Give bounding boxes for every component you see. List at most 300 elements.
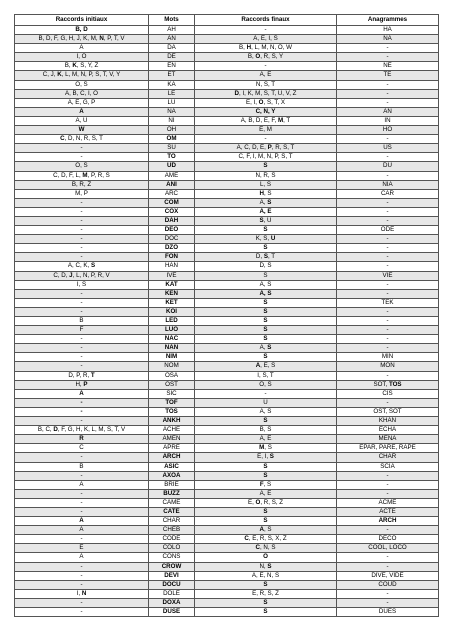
cell-raccords-initiaux: A: [15, 480, 149, 489]
cell-raccords-finaux: S: [195, 326, 337, 335]
table-row: [15, 71, 439, 80]
cell-raccords-finaux: H, S: [195, 189, 337, 198]
table-row: [15, 471, 439, 480]
table-row: [15, 253, 439, 262]
cell-raccords-finaux: S: [195, 307, 337, 316]
cell-mot: NAC: [149, 335, 195, 344]
cell-anagrammes: MENA: [337, 435, 439, 444]
cell-anagrammes: KHAN: [337, 417, 439, 426]
cell-anagrammes: DUES: [337, 608, 439, 617]
cell-raccords-finaux: S: [195, 317, 337, 326]
cell-raccords-finaux: A, E, I, S: [195, 35, 337, 44]
cell-mot: ACHE: [149, 426, 195, 435]
cell-raccords-initiaux: O, S: [15, 162, 149, 171]
cell-mot: OSA: [149, 371, 195, 380]
cell-anagrammes: -: [337, 598, 439, 607]
cell-raccords-initiaux: -: [15, 307, 149, 316]
cell-anagrammes: EPAR, PARE, RAPE: [337, 444, 439, 453]
cell-raccords-finaux: E, O, R, S, Z: [195, 498, 337, 507]
table-row: [15, 317, 439, 326]
table-row: [15, 462, 439, 471]
cell-anagrammes: -: [337, 553, 439, 562]
table-row: [15, 162, 439, 171]
cell-raccords-initiaux: W: [15, 126, 149, 135]
cell-raccords-finaux: S: [195, 271, 337, 280]
cell-raccords-finaux: O: [195, 553, 337, 562]
table-row: [15, 453, 439, 462]
cell-raccords-finaux: -: [195, 62, 337, 71]
table-row: [15, 380, 439, 389]
table-row: [15, 489, 439, 498]
cell-mot: KA: [149, 80, 195, 89]
cell-raccords-finaux: A, E, S: [195, 362, 337, 371]
header-anagrammes: Anagrammes: [337, 15, 439, 26]
cell-raccords-finaux: B, H, L, M, N, O, W: [195, 44, 337, 53]
cell-anagrammes: ACTE: [337, 507, 439, 516]
cell-anagrammes: -: [337, 198, 439, 207]
cell-raccords-initiaux: A: [15, 389, 149, 398]
header-raccords-initiaux: Raccords initiaux: [15, 15, 149, 26]
cell-anagrammes: -: [337, 98, 439, 107]
cell-raccords-initiaux: -: [15, 489, 149, 498]
cell-raccords-finaux: O, S: [195, 380, 337, 389]
cell-anagrammes: TE: [337, 71, 439, 80]
cell-raccords-initiaux: E: [15, 544, 149, 553]
table-row: [15, 589, 439, 598]
cell-raccords-initiaux: A, U: [15, 116, 149, 125]
table-row: [15, 62, 439, 71]
cell-raccords-finaux: A, E: [195, 435, 337, 444]
cell-mot: AH: [149, 26, 195, 35]
cell-raccords-finaux: L, S: [195, 180, 337, 189]
table-row: [15, 107, 439, 116]
cell-raccords-finaux: -: [195, 389, 337, 398]
cell-anagrammes: -: [337, 207, 439, 216]
cell-mot: DZO: [149, 244, 195, 253]
cell-raccords-finaux: S: [195, 598, 337, 607]
cell-mot: COLO: [149, 544, 195, 553]
table-row: [15, 44, 439, 53]
table-row: [15, 271, 439, 280]
cell-raccords-finaux: D, S, T: [195, 253, 337, 262]
cell-raccords-initiaux: -: [15, 244, 149, 253]
cell-mot: DA: [149, 44, 195, 53]
cell-mot: OM: [149, 135, 195, 144]
cell-anagrammes: SCIA: [337, 462, 439, 471]
table-row: [15, 116, 439, 125]
cell-mot: DE: [149, 53, 195, 62]
cell-mot: ANKH: [149, 417, 195, 426]
table-row: [15, 353, 439, 362]
cell-mot: DEVI: [149, 571, 195, 580]
cell-raccords-initiaux: I, S: [15, 280, 149, 289]
table-row: [15, 226, 439, 235]
cell-anagrammes: US: [337, 144, 439, 153]
cell-raccords-initiaux: -: [15, 507, 149, 516]
table-row: [15, 553, 439, 562]
cell-anagrammes: DECO: [337, 535, 439, 544]
cell-mot: ARC: [149, 189, 195, 198]
cell-mot: TOS: [149, 407, 195, 416]
cell-raccords-finaux: B, O, R, S, Y: [195, 53, 337, 62]
table-row: [15, 262, 439, 271]
table-row: [15, 89, 439, 98]
cell-anagrammes: -: [337, 171, 439, 180]
cell-mot: KET: [149, 298, 195, 307]
table-row: [15, 298, 439, 307]
cell-anagrammes: DIVE, VIDE: [337, 571, 439, 580]
cell-mot: SU: [149, 144, 195, 153]
header-raccords-finaux: Raccords finaux: [195, 15, 337, 26]
table-row: [15, 580, 439, 589]
table-row: [15, 80, 439, 89]
cell-anagrammes: -: [337, 526, 439, 535]
cell-raccords-finaux: A, S: [195, 407, 337, 416]
cell-anagrammes: -: [337, 253, 439, 262]
cell-anagrammes: ARCH: [337, 517, 439, 526]
table-header-row: [15, 15, 439, 26]
cell-raccords-finaux: E, M: [195, 126, 337, 135]
cell-raccords-finaux: A, E, N, S: [195, 571, 337, 580]
cell-anagrammes: HA: [337, 26, 439, 35]
header-mots: Mots: [149, 15, 195, 26]
table-row: [15, 517, 439, 526]
cell-raccords-initiaux: -: [15, 353, 149, 362]
cell-raccords-initiaux: B, K, S, Y, Z: [15, 62, 149, 71]
cell-raccords-initiaux: -: [15, 571, 149, 580]
cell-mot: DOC: [149, 235, 195, 244]
table-row: [15, 398, 439, 407]
cell-raccords-initiaux: B, D, F, G, H, J, K, M, N, P, T, V: [15, 35, 149, 44]
cell-raccords-initiaux: -: [15, 207, 149, 216]
table-row: [15, 571, 439, 580]
cell-anagrammes: -: [337, 480, 439, 489]
cell-anagrammes: -: [337, 235, 439, 244]
cell-mot: COM: [149, 198, 195, 207]
cell-raccords-initiaux: B, R, Z: [15, 180, 149, 189]
table-row: [15, 53, 439, 62]
cell-anagrammes: MIN: [337, 353, 439, 362]
cell-raccords-initiaux: -: [15, 144, 149, 153]
cell-anagrammes: COOL, LOCO: [337, 544, 439, 553]
cell-anagrammes: OST, SOT: [337, 407, 439, 416]
cell-raccords-finaux: E, I, O, S, T, X: [195, 98, 337, 107]
cell-anagrammes: CHAR: [337, 453, 439, 462]
cell-raccords-initiaux: B: [15, 462, 149, 471]
table-row: [15, 562, 439, 571]
cell-mot: KOI: [149, 307, 195, 316]
cell-raccords-initiaux: -: [15, 298, 149, 307]
cell-raccords-initiaux: C, D, F, L, M, P, R, S: [15, 171, 149, 180]
cell-anagrammes: -: [337, 53, 439, 62]
cell-raccords-initiaux: -: [15, 562, 149, 571]
cell-raccords-finaux: S: [195, 298, 337, 307]
cell-raccords-initiaux: B, C, D, F, G, H, K, L, M, S, T, V: [15, 426, 149, 435]
cell-raccords-initiaux: -: [15, 608, 149, 617]
table-row: [15, 244, 439, 253]
cell-mot: AXOA: [149, 471, 195, 480]
cell-anagrammes: -: [337, 135, 439, 144]
table-row: [15, 289, 439, 298]
cell-raccords-initiaux: C, D, N, R, S, T: [15, 135, 149, 144]
cell-raccords-finaux: C, F, I, M, N, P, S, T: [195, 153, 337, 162]
cell-raccords-finaux: D, I, K, M, S, T, U, V, Z: [195, 89, 337, 98]
cell-mot: OH: [149, 126, 195, 135]
cell-raccords-initiaux: O, S: [15, 80, 149, 89]
cell-anagrammes: HO: [337, 126, 439, 135]
cell-anagrammes: -: [337, 216, 439, 225]
cell-raccords-finaux: D, S: [195, 262, 337, 271]
cell-mot: FON: [149, 253, 195, 262]
table-row: [15, 98, 439, 107]
cell-mot: ASIC: [149, 462, 195, 471]
cell-anagrammes: -: [337, 489, 439, 498]
cell-mot: NA: [149, 107, 195, 116]
cell-mot: ET: [149, 71, 195, 80]
cell-raccords-finaux: S: [195, 580, 337, 589]
cell-anagrammes: DU: [337, 162, 439, 171]
cell-mot: COX: [149, 207, 195, 216]
table-row: [15, 544, 439, 553]
table-row: [15, 35, 439, 44]
cell-raccords-finaux: E, I, S: [195, 453, 337, 462]
cell-mot: DAH: [149, 216, 195, 225]
cell-anagrammes: -: [337, 317, 439, 326]
cell-raccords-finaux: C, E, R, S, X, Z: [195, 535, 337, 544]
cell-raccords-finaux: A, S: [195, 198, 337, 207]
cell-raccords-finaux: A, B, D, E, F, M, T: [195, 116, 337, 125]
cell-mot: SIC: [149, 389, 195, 398]
cell-raccords-finaux: A, E: [195, 207, 337, 216]
table-row: [15, 180, 439, 189]
cell-mot: DUSE: [149, 608, 195, 617]
cell-raccords-initiaux: A: [15, 517, 149, 526]
cell-raccords-initiaux: -: [15, 417, 149, 426]
cell-mot: CHAR: [149, 517, 195, 526]
table-row: [15, 344, 439, 353]
table-row: [15, 507, 439, 516]
cell-raccords-finaux: N, R, S: [195, 171, 337, 180]
cell-anagrammes: COUD: [337, 580, 439, 589]
cell-raccords-finaux: F, S: [195, 480, 337, 489]
cell-raccords-initiaux: -: [15, 471, 149, 480]
cell-mot: CROW: [149, 562, 195, 571]
cell-raccords-finaux: S: [195, 608, 337, 617]
cell-mot: CAME: [149, 498, 195, 507]
table-row: [15, 535, 439, 544]
cell-raccords-initiaux: A: [15, 44, 149, 53]
cell-anagrammes: ECHA: [337, 426, 439, 435]
table-row: [15, 126, 439, 135]
cell-mot: TOF: [149, 398, 195, 407]
cell-mot: CATE: [149, 507, 195, 516]
table-row: [15, 153, 439, 162]
cell-mot: DEO: [149, 226, 195, 235]
cell-mot: APRE: [149, 444, 195, 453]
cell-raccords-initiaux: C: [15, 444, 149, 453]
cell-raccords-initiaux: C, J, K, L, M, N, P, S, T, V, Y: [15, 71, 149, 80]
cell-anagrammes: -: [337, 398, 439, 407]
cell-mot: AMEN: [149, 435, 195, 444]
cell-raccords-initiaux: -: [15, 216, 149, 225]
table-row: [15, 362, 439, 371]
cell-mot: CONS: [149, 553, 195, 562]
cell-raccords-finaux: A, S: [195, 289, 337, 298]
cell-raccords-finaux: S: [195, 507, 337, 516]
cell-raccords-initiaux: A, E, G, P: [15, 98, 149, 107]
cell-raccords-initiaux: -: [15, 453, 149, 462]
cell-anagrammes: IN: [337, 116, 439, 125]
cell-raccords-initiaux: -: [15, 226, 149, 235]
cell-mot: HAN: [149, 262, 195, 271]
cell-raccords-finaux: I, S, T: [195, 371, 337, 380]
cell-raccords-initiaux: D, P, R, T: [15, 371, 149, 380]
cell-raccords-finaux: E, R, S, Z: [195, 589, 337, 598]
cell-anagrammes: -: [337, 562, 439, 571]
cell-raccords-initiaux: -: [15, 335, 149, 344]
cell-raccords-initiaux: -: [15, 398, 149, 407]
cell-mot: NIM: [149, 353, 195, 362]
cell-raccords-finaux: A, S: [195, 526, 337, 535]
cell-raccords-initiaux: F: [15, 326, 149, 335]
cell-raccords-initiaux: -: [15, 598, 149, 607]
cell-raccords-initiaux: -: [15, 535, 149, 544]
table-row: [15, 171, 439, 180]
cell-raccords-finaux: S, U: [195, 216, 337, 225]
table-row: [15, 26, 439, 35]
cell-anagrammes: ODE: [337, 226, 439, 235]
cell-anagrammes: -: [337, 280, 439, 289]
cell-anagrammes: ACME: [337, 498, 439, 507]
table-row: [15, 235, 439, 244]
cell-mot: LE: [149, 89, 195, 98]
cell-mot: CHEB: [149, 526, 195, 535]
cell-mot: OST: [149, 380, 195, 389]
table-row: [15, 407, 439, 416]
table-row: [15, 135, 439, 144]
cell-mot: LU: [149, 98, 195, 107]
cell-anagrammes: -: [337, 244, 439, 253]
cell-raccords-finaux: A, E: [195, 489, 337, 498]
cell-raccords-finaux: C, N, S: [195, 544, 337, 553]
cell-raccords-initiaux: B, D: [15, 26, 149, 35]
cell-anagrammes: -: [337, 153, 439, 162]
cell-mot: DOCU: [149, 580, 195, 589]
cell-mot: TO: [149, 153, 195, 162]
cell-mot: BRIE: [149, 480, 195, 489]
cell-raccords-finaux: S: [195, 353, 337, 362]
cell-mot: NI: [149, 116, 195, 125]
table-row: [15, 216, 439, 225]
cell-mot: NOM: [149, 362, 195, 371]
cell-raccords-finaux: S: [195, 226, 337, 235]
cell-raccords-finaux: S: [195, 244, 337, 253]
cell-raccords-initiaux: A: [15, 526, 149, 535]
cell-raccords-finaux: K, S, U: [195, 235, 337, 244]
cell-raccords-finaux: M, S: [195, 444, 337, 453]
cell-raccords-finaux: A, S: [195, 280, 337, 289]
cell-raccords-initiaux: -: [15, 407, 149, 416]
cell-mot: KAT: [149, 280, 195, 289]
cell-raccords-initiaux: -: [15, 253, 149, 262]
cell-mot: ANI: [149, 180, 195, 189]
cell-raccords-finaux: A, C, D, E, P, R, S, T: [195, 144, 337, 153]
table-row: [15, 207, 439, 216]
cell-raccords-initiaux: I, N: [15, 589, 149, 598]
cell-mot: UD: [149, 162, 195, 171]
cell-raccords-initiaux: A: [15, 107, 149, 116]
cell-raccords-initiaux: -: [15, 344, 149, 353]
cell-raccords-finaux: S: [195, 162, 337, 171]
cell-anagrammes: VIE: [337, 271, 439, 280]
cell-anagrammes: -: [337, 371, 439, 380]
cell-raccords-finaux: N, S: [195, 562, 337, 571]
cell-mot: LUO: [149, 326, 195, 335]
cell-raccords-finaux: S: [195, 471, 337, 480]
cell-anagrammes: NIA: [337, 180, 439, 189]
cell-anagrammes: -: [337, 335, 439, 344]
cell-anagrammes: -: [337, 289, 439, 298]
table-row: [15, 598, 439, 607]
cell-anagrammes: -: [337, 80, 439, 89]
cell-raccords-initiaux: -: [15, 153, 149, 162]
cell-raccords-initiaux: A: [15, 553, 149, 562]
cell-raccords-initiaux: I, O: [15, 53, 149, 62]
cell-raccords-finaux: A, S: [195, 344, 337, 353]
cell-mot: CODE: [149, 535, 195, 544]
cell-raccords-finaux: N, S, T: [195, 80, 337, 89]
cell-raccords-initiaux: C, D, J, L, N, P, R, V: [15, 271, 149, 280]
cell-mot: EN: [149, 62, 195, 71]
cell-mot: ARCH: [149, 453, 195, 462]
table-row: [15, 608, 439, 617]
cell-raccords-finaux: -: [195, 26, 337, 35]
cell-raccords-finaux: S: [195, 517, 337, 526]
cell-raccords-finaux: A, E: [195, 71, 337, 80]
cell-anagrammes: -: [337, 344, 439, 353]
cell-anagrammes: TEK: [337, 298, 439, 307]
cell-anagrammes: -: [337, 307, 439, 316]
cell-anagrammes: -: [337, 326, 439, 335]
table-row: [15, 198, 439, 207]
cell-raccords-finaux: S: [195, 417, 337, 426]
cell-anagrammes: -: [337, 589, 439, 598]
table-row: [15, 444, 439, 453]
cell-anagrammes: CAR: [337, 189, 439, 198]
table-row: [15, 307, 439, 316]
cell-raccords-initiaux: -: [15, 580, 149, 589]
cell-raccords-initiaux: -: [15, 498, 149, 507]
cell-anagrammes: SOT, TOS: [337, 380, 439, 389]
cell-raccords-initiaux: A, B, C, I, O: [15, 89, 149, 98]
cell-raccords-initiaux: -: [15, 289, 149, 298]
cell-mot: AME: [149, 171, 195, 180]
anagram-table: [14, 14, 439, 617]
cell-mot: DOLE: [149, 589, 195, 598]
cell-mot: DOXA: [149, 598, 195, 607]
table-row: [15, 526, 439, 535]
table-row: [15, 426, 439, 435]
table-row: [15, 498, 439, 507]
cell-anagrammes: CIS: [337, 389, 439, 398]
cell-raccords-finaux: -: [195, 135, 337, 144]
cell-anagrammes: AN: [337, 107, 439, 116]
table-row: [15, 326, 439, 335]
cell-mot: NAN: [149, 344, 195, 353]
cell-anagrammes: -: [337, 89, 439, 98]
table-row: [15, 435, 439, 444]
table-row: [15, 280, 439, 289]
